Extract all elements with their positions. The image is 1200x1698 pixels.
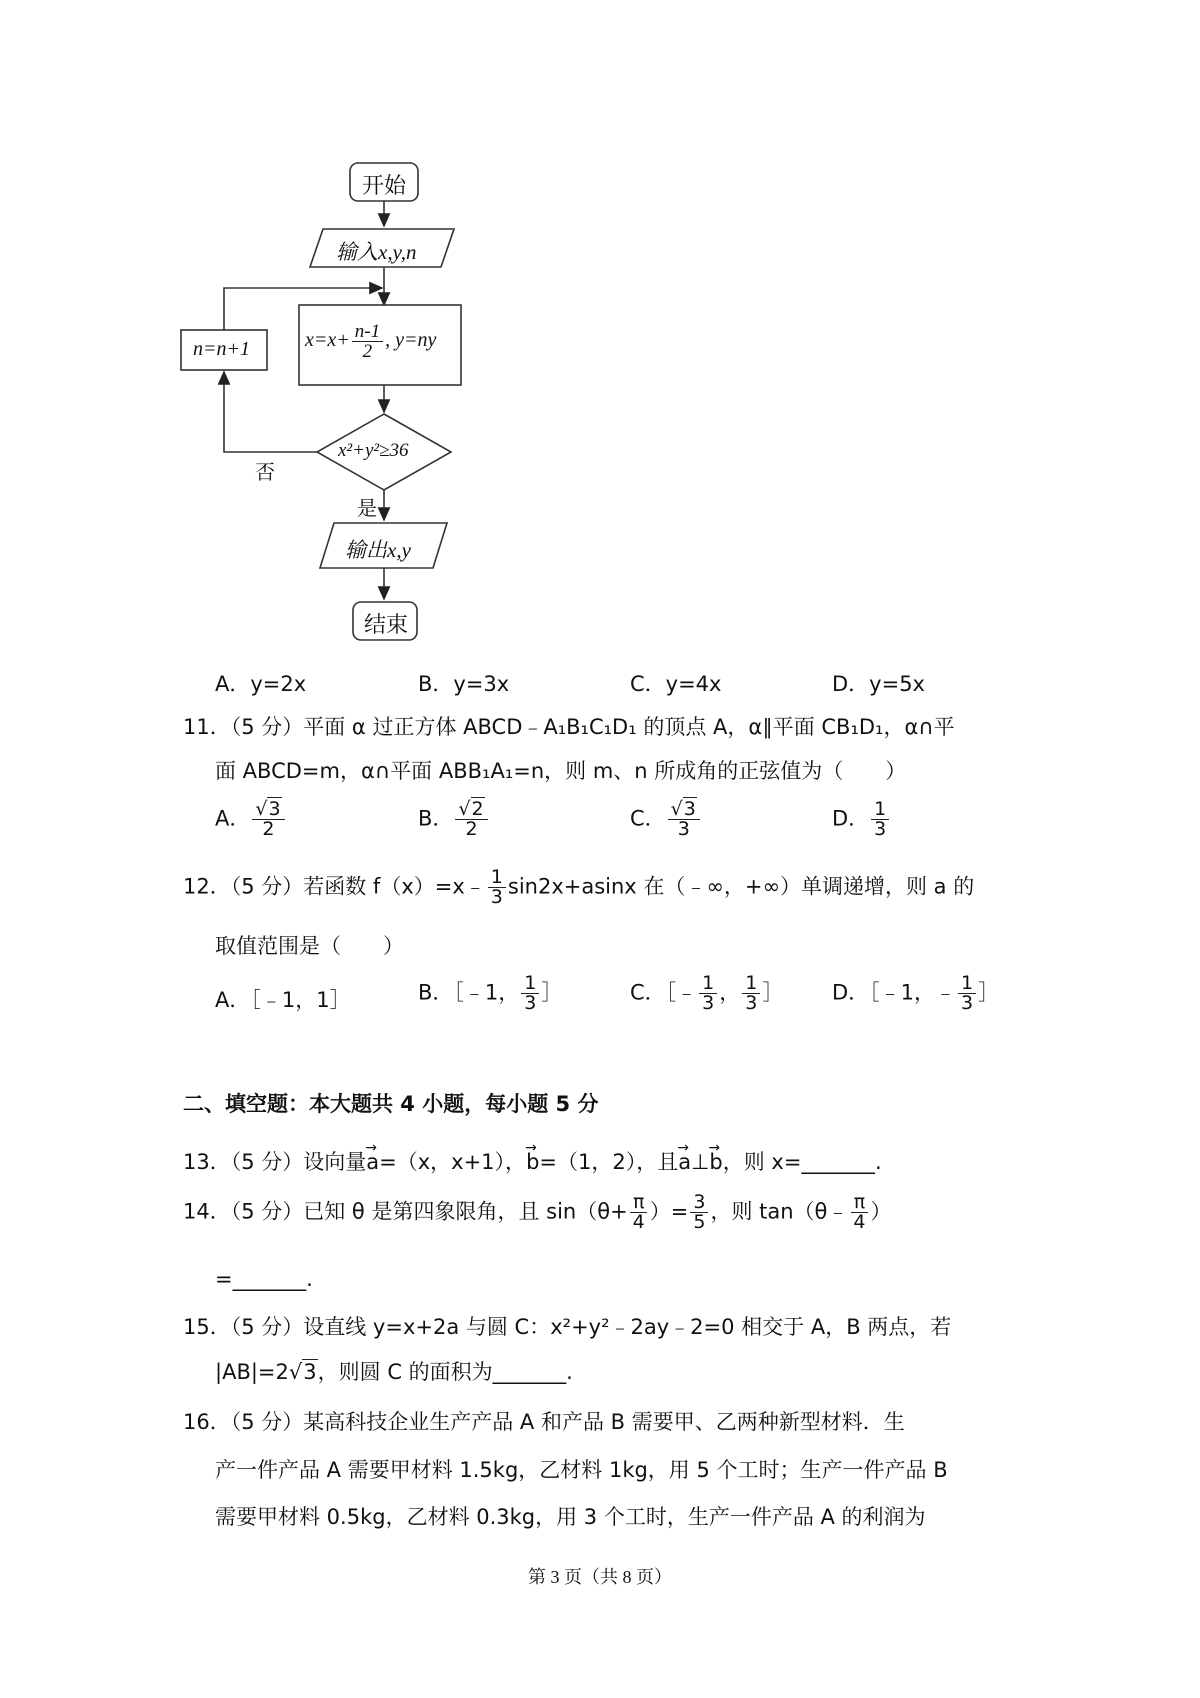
process-denominator: 2	[362, 341, 373, 362]
q12-b-frac	[521, 974, 539, 1013]
q11-c-den: 3	[677, 818, 690, 840]
q12-c-num2: 1	[742, 974, 760, 994]
q15-post2: ，则圆 C 的面积为_______.	[317, 1360, 573, 1384]
q11-option-c	[630, 800, 702, 839]
flow-yes-label: 是	[357, 496, 377, 520]
q11-option-d	[832, 800, 891, 839]
q12-c-den2: 3	[745, 992, 758, 1014]
q11-a-label: A．	[215, 806, 251, 831]
page-footer: 第 3 页（共 8 页）	[528, 1567, 672, 1587]
flow-start-label: 开始	[362, 174, 407, 199]
q11-d-den: 3	[874, 818, 887, 840]
q14-line2: =_______.	[215, 1267, 313, 1291]
q12-b-pre: B．［﹣1，	[418, 980, 520, 1005]
q11-d-label: D．	[832, 806, 870, 831]
q14-frac1	[630, 1193, 648, 1232]
q14-frac3	[850, 1193, 868, 1232]
q11-b-num: √2	[455, 800, 487, 820]
q11-a-rad: 3	[268, 798, 281, 820]
q11-a-frac	[252, 800, 284, 839]
q12-c-den1: 3	[702, 992, 715, 1014]
q13-mid2: =（1，2），且	[539, 1150, 679, 1174]
flow-input-label: 输入x,y,n	[336, 240, 417, 264]
process-y-text: , y=ny	[385, 329, 437, 352]
q11-b-rad: 2	[471, 798, 484, 820]
flow-no-label: 否	[255, 460, 275, 484]
q12-c-post: ］	[762, 980, 784, 1005]
q12-line2: 取值范围是（ ）	[215, 934, 404, 958]
q13-vector-b2: → b	[709, 1148, 722, 1176]
q12-d-den: 3	[961, 992, 974, 1014]
q12-c-num1: 1	[699, 974, 717, 994]
q11-b-den: 2	[465, 818, 478, 840]
flow-process-label	[305, 322, 436, 361]
q13-vector-a2: → a	[678, 1148, 691, 1176]
q14-num3: π	[851, 1193, 868, 1213]
flow-end-label: 结束	[364, 613, 409, 638]
q12-num: 1	[488, 868, 506, 888]
q14-num1: π	[630, 1193, 647, 1213]
q12-option-a: A．［﹣1，1］	[215, 988, 351, 1012]
q11-c-num: √3	[668, 800, 700, 820]
q12-c-pre: C．［﹣	[630, 980, 698, 1005]
q12-d-pre: D．［﹣1，﹣	[832, 980, 957, 1005]
q14-den3: 4	[853, 1211, 866, 1233]
q11-a-den: 2	[262, 818, 275, 840]
q13-post: ，则 x=_______.	[722, 1150, 882, 1174]
flow-decision-label: x²+y²≥36	[338, 440, 409, 461]
q10-option-a: A．y=2x	[215, 672, 307, 696]
q10-option-d: D．y=5x	[832, 672, 925, 696]
q16-line1: 16．（5 分）某高科技企业生产产品 A 和产品 B 需要甲、乙两种新型材料．生	[183, 1410, 905, 1434]
q11-d-num: 1	[871, 800, 889, 820]
q12-den: 3	[490, 886, 503, 908]
q15-pre2: |AB|=2	[215, 1360, 289, 1384]
q12-option-b	[418, 974, 562, 1013]
q13-pre: 13．（5 分）设向量	[183, 1150, 367, 1174]
q12-c-frac1	[699, 974, 717, 1013]
q12-d-num: 1	[958, 974, 976, 994]
q11-option-a	[215, 800, 287, 839]
q12-option-c	[630, 974, 783, 1013]
q12-d-frac	[958, 974, 976, 1013]
q14-den1: 4	[632, 1211, 645, 1233]
q13-perp: ⊥	[691, 1150, 710, 1174]
q12-post: sin2x+asinx 在（﹣∞，+∞）单调递增，则 a 的	[507, 874, 975, 899]
q13-vector-a: → a	[366, 1148, 379, 1176]
q11-line2: 面 ABCD=m，α∩平面 ABB₁A₁=n，则 m、n 所成角的正弦值为（ ）	[215, 759, 907, 783]
q11-line1: 11．（5 分）平面 α 过正方体 ABCD﹣A₁B₁C₁D₁ 的顶点 A，α∥平面 CB₁D₁，α∩平	[183, 715, 955, 739]
flow-update-label: n=n+1	[193, 338, 250, 360]
q14-frac2	[690, 1193, 708, 1232]
q14-den2: 5	[693, 1211, 706, 1233]
q11-c-frac	[668, 800, 700, 839]
q11-d-frac	[871, 800, 889, 839]
q13-vector-b: → b	[526, 1148, 539, 1176]
q11-c-label: C．	[630, 806, 666, 831]
q12-line1	[183, 868, 974, 907]
q11-a-num: √3	[252, 800, 284, 820]
q15-line2: |AB|=2√3，则圆 C 的面积为_______.	[215, 1360, 573, 1384]
q12-pre: 12．（5 分）若函数 f（x）=x﹣	[183, 874, 486, 899]
q10-option-c: C．y=4x	[630, 672, 722, 696]
q12-frac	[488, 868, 506, 907]
q14-mid2: ，则 tan（θ﹣	[710, 1199, 849, 1224]
q12-c-mid: ，	[719, 980, 741, 1005]
q13-mid: =（x，x+1），	[379, 1150, 527, 1174]
q16-line3: 需要甲材料 0.5kg，乙材料 0.3kg，用 3 个工时，生产一件产品 A 的利润为	[215, 1505, 926, 1529]
q12-d-post: ］	[978, 980, 1000, 1005]
q14-mid: ）=	[649, 1199, 689, 1224]
q14-post: ）	[870, 1199, 892, 1224]
q15-rad: 3	[303, 1360, 317, 1384]
q14-pre: 14．（5 分）已知 θ 是第四象限角，且 sin（θ+	[183, 1199, 628, 1224]
q12-option-d	[832, 974, 999, 1013]
q12-b-num: 1	[521, 974, 539, 994]
q13-line	[183, 1148, 882, 1176]
process-x-text: x=x+	[305, 329, 350, 352]
process-numerator: n-1	[352, 322, 383, 342]
process-fraction	[352, 322, 383, 361]
q16-line2: 产一件产品 A 需要甲材料 1.5kg，乙材料 1kg，用 5 个工时；生产一件产品 B	[215, 1458, 948, 1482]
q11-c-rad: 3	[683, 798, 696, 820]
q15-line1: 15．（5 分）设直线 y=x+2a 与圆 C：x²+y²﹣2ay﹣2=0 相交于 A，B 两点，若	[183, 1315, 952, 1339]
q12-b-post: ］	[541, 980, 563, 1005]
q11-b-frac	[455, 800, 487, 839]
flow-output-label: 输出x,y	[345, 538, 411, 562]
q11-b-label: B．	[418, 806, 454, 831]
q14-num2: 3	[690, 1193, 708, 1213]
q14-line1	[183, 1193, 892, 1232]
section-header: 二、填空题：本大题共 4 小题，每小题 5 分	[183, 1092, 599, 1116]
q10-option-b: B．y=3x	[418, 672, 510, 696]
q12-c-frac2	[742, 974, 760, 1013]
q11-option-b	[418, 800, 490, 839]
q12-b-den: 3	[524, 992, 537, 1014]
